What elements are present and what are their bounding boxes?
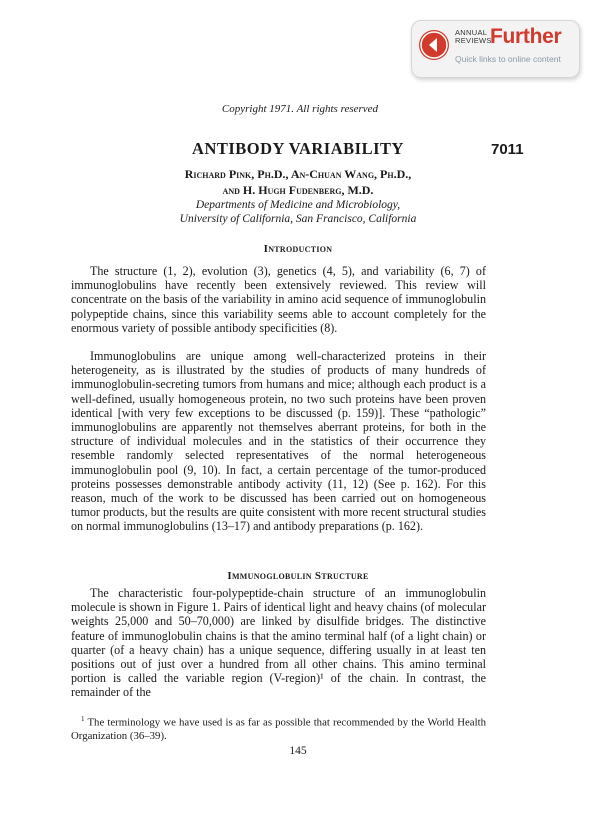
section-heading-introduction: Introduction	[263, 243, 333, 255]
footnote-text: The terminology we have used is as far as possible that recommended by the World Health Organization (36–39).	[71, 716, 486, 743]
authors-line-1: Richard Pink, Ph.D., An-Chuan Wang, Ph.D.,	[184, 167, 412, 181]
paragraph-2: Immunoglobulins are unique among well-characterized proteins in their heterogeneity, as is illustrated by the studies of products of many hundreds of immunoglobulin-secreting tumors from humans and mice; although each product is a well-defined, usually homogeneous protein, no two such proteins have been proven identical [with very few exceptions to be discussed (p. 159)]. These “pathologic” immunoglobulins are apparently not themselves aberrant proteins, for both in the structure of individual molecules and in the statistics of their occurrence they resemble randomly selected representatives of the normal heterogeneous immunoglobulin pool (9, 10). In fact, a certain percentage of the tumor-produced proteins possesses demonstrable antibody activity (11, 12) (See p. 162). For this reason, much of the work to be discussed has been carried out on homogeneous tumor products, but the results are quite consistent with more recent structural studies on normal immunoglobulins (13–17) and antibody preparations (p. 162).	[71, 349, 486, 534]
badge-subtitle: Quick links to online content	[455, 54, 561, 64]
article-code: 7011	[491, 141, 524, 158]
authors-line-2: and H. Hugh Fudenberg, M.D.	[222, 183, 374, 197]
page-number: 145	[289, 745, 307, 757]
affiliation-line-2: University of California, San Francisco, California	[179, 213, 417, 225]
copyright-notice: Copyright 1971. All rights reserved	[221, 103, 379, 115]
footnote-mark: 1	[81, 715, 85, 723]
section-heading-immunoglobulin-structure: Immunoglobulin Structure	[227, 570, 369, 582]
play-arrow-icon	[419, 30, 449, 60]
badge-line1: ANNUAL	[455, 28, 488, 37]
badge-brand: Further	[490, 25, 562, 48]
annual-reviews-logo-text	[455, 29, 492, 45]
badge-line2: REVIEWS	[455, 36, 492, 45]
paragraph-3: The characteristic four-polypeptide-chain structure of an immunoglobulin molecule is shown in Figure 1. Pairs of identical light and heavy chains (of molecular weights 25,000 and 50–70,000) are linked by disulfide bridges. The distinctive feature of immunoglobulin chains is that the amino terminal half (of a light chain) or quarter (of a heavy chain) has a unique sequence, differing usually in at least ten positions out of just over a hundred from all other chains. This amino terminal portion is called the variable region (V-region)¹ of the chain. In contrast, the remainder of the	[71, 586, 486, 700]
affiliation-line-1: Departments of Medicine and Microbiology,	[195, 199, 401, 211]
footnote	[71, 713, 486, 744]
article-title: ANTIBODY VARIABILITY	[192, 139, 404, 158]
annual-reviews-further-badge[interactable]	[411, 20, 580, 78]
paragraph-1: The structure (1, 2), evolution (3), genetics (4, 5), and variability (6, 7) of immunoglobulins have recently been extensively reviewed. This review will concentrate on the basis of the variability in amino acid sequence of immunoglobulin polypeptide chains, since this variability seems able to account completely for the enormous variety of possible antibody specificities (8).	[71, 264, 486, 335]
